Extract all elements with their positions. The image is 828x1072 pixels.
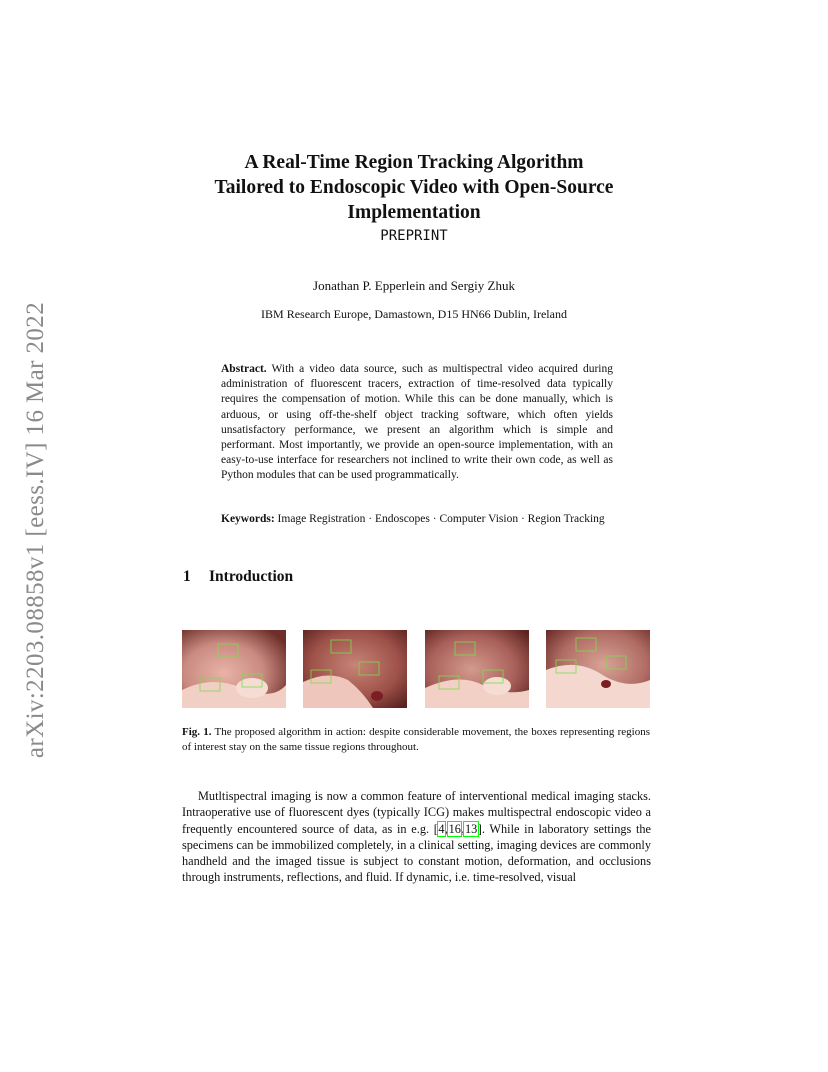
paper-title <box>0 150 828 244</box>
endoscopic-frame-3 <box>425 630 529 708</box>
abstract <box>221 362 613 484</box>
preprint-label: PREPRINT <box>380 228 448 244</box>
citation-link[interactable]: 16 <box>448 821 461 836</box>
abstract-label: Abstract. <box>221 363 267 375</box>
section-number: 1 <box>183 568 191 585</box>
endoscopic-frame-1 <box>182 630 286 708</box>
endoscopic-frame-4 <box>546 630 650 708</box>
affiliation: IBM Research Europe, Damastown, D15 HN66 Dublin, Ireland <box>261 307 567 321</box>
arxiv-identifier: arXiv:2203.08858v1 [eess.IV] 16 Mar 2022 <box>22 301 49 759</box>
caption-text: The proposed algorithm in action: despite considerable movement, the boxes representing regions of interest stay on the same tissue regions throughout. <box>182 726 650 753</box>
body-text <box>182 788 651 886</box>
figure-1-images <box>182 630 650 708</box>
caption-label: Fig. 1. <box>182 726 212 738</box>
section-heading <box>183 568 293 586</box>
keywords-label: Keywords: <box>221 513 275 525</box>
title-line-2: Tailored to Endoscopic Video with Open-Source <box>214 177 614 198</box>
abstract-text: With a video data source, such as multispectral video acquired during administration of fluorescent tracers, extraction of time-resolved data typically requires the compensation of motion. While this can be done manually, which is arduous, or using off-the-shelf object tracking software, which often yields unsatisfactory performance, we present an algorithm which is simple and performant. Most importantly, we provide an open-source implementation, with an easy-to-use interface for researchers not inclined to write their own code, as well as Python modules that can be used programmatically. <box>221 363 614 482</box>
keywords <box>221 512 613 527</box>
citation-link[interactable]: 13 <box>464 821 478 836</box>
paragraph: Mutltispectral imaging is now a common feature of interventional medical imaging stacks. Intraoperative use of fluorescent dyes (typically ICG) makes multispectral endoscopic video a frequently encountered source of data, as in e.g. [4,16,13]. While in laboratory settings the specimens can be immobilized completely, in a clinical setting, imaging devices are commonly handheld and the imaged tissue is subject to constant motion, deformation, and occlusions through instruments, reflections, and fluid. If dynamic, i.e. time-resolved, visual <box>182 789 652 885</box>
keywords-text: Image Registration · Endoscopes · Computer Vision · Region Tracking <box>277 513 605 525</box>
figure-caption <box>182 725 650 755</box>
paragraph-text-after: ]. While in laboratory settings the specimens can be immobilized completely, in a clinical setting, imaging devices are commonly handheld and the imaged tissue is subject to constant motion, deformation, and occlusions through instruments, reflections, and fluid. If dynamic, i.e. time-resolved, visual <box>182 821 652 885</box>
citation-link[interactable]: 4 <box>438 821 445 836</box>
title-line-3: Implementation <box>347 202 481 223</box>
section-title: Introduction <box>209 568 294 585</box>
paragraph-text-before: Mutltispectral imaging is now a common feature of interventional medical imaging stacks. Intraoperative use of fluorescent dyes (typically ICG) makes multispectral endoscopic video a frequently encountered source of data, as in e.g. [ <box>182 789 651 836</box>
authors: Jonathan P. Epperlein and Sergiy Zhuk <box>313 278 515 293</box>
title-line-1: A Real-Time Region Tracking Algorithm <box>244 152 584 173</box>
endoscopic-frame-2 <box>303 630 407 708</box>
